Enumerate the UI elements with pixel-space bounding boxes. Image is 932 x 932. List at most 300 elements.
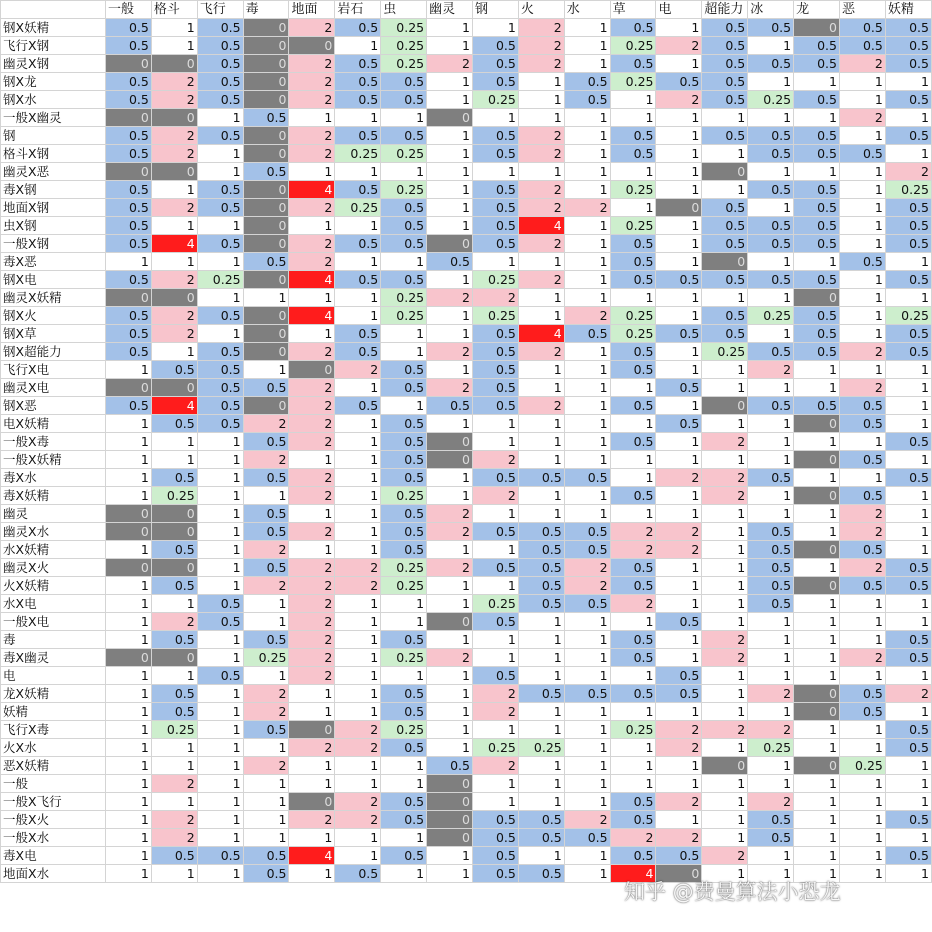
multiplier-cell: 0.5 (564, 595, 610, 613)
table-row (1, 667, 932, 685)
multiplier-cell: 0.5 (472, 361, 518, 379)
multiplier-cell: 2 (839, 559, 885, 577)
multiplier-cell: 0.5 (151, 415, 197, 433)
multiplier-cell: 0.5 (105, 271, 151, 289)
multiplier-cell: 0.5 (748, 235, 794, 253)
table-row (1, 469, 932, 487)
row-label: 钢 (1, 127, 106, 145)
multiplier-cell: 0.5 (794, 217, 840, 235)
multiplier-cell: 2 (518, 19, 564, 37)
multiplier-cell: 2 (610, 595, 656, 613)
multiplier-cell: 1 (702, 613, 748, 631)
multiplier-cell: 0.5 (748, 523, 794, 541)
row-label: 毒X电 (1, 847, 106, 865)
multiplier-cell: 1 (656, 559, 702, 577)
multiplier-cell: 1 (564, 271, 610, 289)
multiplier-cell: 0.5 (197, 343, 243, 361)
multiplier-cell: 2 (289, 613, 335, 631)
multiplier-cell: 0.5 (381, 451, 427, 469)
multiplier-cell: 0.5 (243, 721, 289, 739)
table-row (1, 199, 932, 217)
multiplier-cell: 1 (702, 541, 748, 559)
multiplier-cell: 1 (610, 613, 656, 631)
table-row (1, 451, 932, 469)
multiplier-cell: 0.5 (794, 307, 840, 325)
multiplier-cell: 1 (748, 847, 794, 865)
multiplier-cell: 0.5 (335, 127, 381, 145)
multiplier-cell: 2 (289, 19, 335, 37)
multiplier-cell: 1 (472, 775, 518, 793)
table-row (1, 505, 932, 523)
multiplier-cell: 1 (427, 487, 473, 505)
multiplier-cell: 1 (197, 865, 243, 883)
multiplier-cell: 0.5 (885, 433, 931, 451)
table-row (1, 361, 932, 379)
multiplier-cell: 1 (564, 739, 610, 757)
multiplier-cell: 2 (656, 739, 702, 757)
table-row (1, 811, 932, 829)
multiplier-cell: 1 (472, 433, 518, 451)
multiplier-cell: 2 (289, 469, 335, 487)
multiplier-cell: 1 (381, 865, 427, 883)
multiplier-cell: 1 (518, 793, 564, 811)
multiplier-cell: 2 (702, 469, 748, 487)
multiplier-cell: 0.25 (610, 73, 656, 91)
multiplier-cell: 1 (335, 523, 381, 541)
multiplier-cell: 2 (289, 55, 335, 73)
multiplier-cell: 2 (839, 343, 885, 361)
multiplier-cell: 1 (427, 595, 473, 613)
multiplier-cell: 2 (335, 361, 381, 379)
multiplier-cell: 0.5 (702, 235, 748, 253)
multiplier-cell: 1 (151, 19, 197, 37)
multiplier-cell: 1 (335, 289, 381, 307)
multiplier-cell: 1 (839, 667, 885, 685)
row-label: 水X妖精 (1, 541, 106, 559)
multiplier-cell: 2 (243, 541, 289, 559)
multiplier-cell: 2 (289, 433, 335, 451)
multiplier-cell: 1 (748, 865, 794, 883)
multiplier-cell: 1 (702, 289, 748, 307)
multiplier-cell: 1 (656, 343, 702, 361)
multiplier-cell: 1 (564, 361, 610, 379)
multiplier-cell: 0.25 (381, 487, 427, 505)
multiplier-cell: 1 (748, 667, 794, 685)
multiplier-cell: 1 (427, 721, 473, 739)
row-label: 幽灵X恶 (1, 163, 106, 181)
multiplier-cell: 0.5 (518, 865, 564, 883)
multiplier-cell: 1 (794, 559, 840, 577)
multiplier-cell: 2 (656, 37, 702, 55)
multiplier-cell: 1 (564, 109, 610, 127)
multiplier-cell: 1 (839, 793, 885, 811)
multiplier-cell: 0.5 (151, 361, 197, 379)
multiplier-cell: 1 (610, 379, 656, 397)
table-row (1, 73, 932, 91)
multiplier-cell: 0 (105, 379, 151, 397)
multiplier-cell: 1 (381, 163, 427, 181)
multiplier-cell: 1 (518, 415, 564, 433)
multiplier-cell: 0.5 (197, 19, 243, 37)
multiplier-cell: 1 (885, 109, 931, 127)
multiplier-cell: 1 (381, 253, 427, 271)
multiplier-cell: 0.5 (381, 703, 427, 721)
multiplier-cell: 2 (472, 289, 518, 307)
multiplier-cell: 0.5 (702, 55, 748, 73)
multiplier-cell: 0.5 (381, 433, 427, 451)
multiplier-cell: 0.5 (748, 559, 794, 577)
multiplier-cell: 0 (289, 361, 335, 379)
multiplier-cell: 1 (472, 721, 518, 739)
column-header: 冰 (748, 1, 794, 19)
multiplier-cell: 0.5 (335, 865, 381, 883)
row-label: 幽灵X电 (1, 379, 106, 397)
multiplier-cell: 1 (885, 523, 931, 541)
multiplier-cell: 0.5 (472, 667, 518, 685)
multiplier-cell: 1 (472, 505, 518, 523)
multiplier-cell: 0 (702, 253, 748, 271)
multiplier-cell: 1 (427, 271, 473, 289)
multiplier-cell: 1 (335, 757, 381, 775)
multiplier-cell: 2 (151, 307, 197, 325)
multiplier-cell: 1 (518, 379, 564, 397)
multiplier-cell: 0.5 (243, 865, 289, 883)
multiplier-cell: 0.5 (381, 217, 427, 235)
multiplier-cell: 2 (243, 415, 289, 433)
multiplier-cell: 1 (289, 703, 335, 721)
multiplier-cell: 0.25 (381, 559, 427, 577)
multiplier-cell: 1 (794, 379, 840, 397)
table-row (1, 739, 932, 757)
multiplier-cell: 2 (472, 451, 518, 469)
multiplier-cell: 1 (794, 865, 840, 883)
table-row (1, 253, 932, 271)
multiplier-cell: 0.5 (885, 649, 931, 667)
multiplier-cell: 1 (518, 613, 564, 631)
multiplier-cell: 2 (656, 721, 702, 739)
multiplier-cell: 0.5 (885, 343, 931, 361)
multiplier-cell: 1 (427, 37, 473, 55)
multiplier-cell: 1 (289, 217, 335, 235)
multiplier-cell: 1 (472, 163, 518, 181)
multiplier-cell: 1 (518, 307, 564, 325)
multiplier-cell: 2 (702, 721, 748, 739)
multiplier-cell: 0.5 (885, 739, 931, 757)
multiplier-cell: 0.5 (197, 73, 243, 91)
multiplier-cell: 1 (656, 649, 702, 667)
multiplier-cell: 1 (335, 109, 381, 127)
multiplier-cell: 1 (518, 775, 564, 793)
multiplier-cell: 2 (289, 343, 335, 361)
multiplier-cell: 0.5 (794, 325, 840, 343)
multiplier-cell: 1 (105, 847, 151, 865)
multiplier-cell: 1 (564, 865, 610, 883)
multiplier-cell: 1 (656, 577, 702, 595)
multiplier-cell: 0.25 (610, 307, 656, 325)
multiplier-cell: 0.5 (610, 487, 656, 505)
multiplier-cell: 0.5 (105, 199, 151, 217)
multiplier-cell: 1 (289, 775, 335, 793)
multiplier-cell: 1 (610, 757, 656, 775)
multiplier-cell: 0 (243, 127, 289, 145)
multiplier-cell: 0.5 (197, 397, 243, 415)
multiplier-cell: 0.5 (197, 181, 243, 199)
table-row (1, 379, 932, 397)
multiplier-cell: 0 (794, 19, 840, 37)
column-header: 草 (610, 1, 656, 19)
multiplier-cell: 1 (564, 775, 610, 793)
multiplier-cell: 1 (335, 631, 381, 649)
multiplier-cell: 0.5 (472, 37, 518, 55)
multiplier-cell: 1 (197, 433, 243, 451)
multiplier-cell: 1 (105, 361, 151, 379)
multiplier-cell: 1 (105, 433, 151, 451)
multiplier-cell: 1 (885, 613, 931, 631)
table-row (1, 829, 932, 847)
multiplier-cell: 0.5 (381, 91, 427, 109)
multiplier-cell: 0 (151, 649, 197, 667)
multiplier-cell: 0.25 (381, 649, 427, 667)
table-row (1, 163, 932, 181)
multiplier-cell: 1 (748, 775, 794, 793)
multiplier-cell: 0.5 (610, 271, 656, 289)
multiplier-cell: 1 (794, 721, 840, 739)
multiplier-cell: 0.5 (197, 307, 243, 325)
multiplier-cell: 4 (289, 307, 335, 325)
multiplier-cell: 0 (794, 289, 840, 307)
multiplier-cell: 0.5 (656, 685, 702, 703)
multiplier-cell: 0 (427, 829, 473, 847)
multiplier-cell: 0.5 (105, 145, 151, 163)
multiplier-cell: 0.5 (702, 325, 748, 343)
multiplier-cell: 2 (748, 721, 794, 739)
multiplier-cell: 1 (748, 163, 794, 181)
multiplier-cell: 0.5 (472, 469, 518, 487)
multiplier-cell: 0.5 (381, 811, 427, 829)
multiplier-cell: 0.5 (243, 559, 289, 577)
multiplier-cell: 0 (151, 109, 197, 127)
multiplier-cell: 1 (335, 217, 381, 235)
multiplier-cell: 1 (748, 253, 794, 271)
multiplier-cell: 1 (794, 433, 840, 451)
multiplier-cell: 0.5 (794, 37, 840, 55)
multiplier-cell: 1 (564, 847, 610, 865)
multiplier-cell: 1 (427, 541, 473, 559)
multiplier-cell: 0 (105, 163, 151, 181)
multiplier-cell: 2 (243, 685, 289, 703)
multiplier-cell: 2 (427, 523, 473, 541)
multiplier-cell: 0.5 (702, 217, 748, 235)
multiplier-cell: 1 (702, 559, 748, 577)
multiplier-cell: 1 (197, 775, 243, 793)
multiplier-cell: 0 (105, 55, 151, 73)
row-label: 毒X恶 (1, 253, 106, 271)
multiplier-cell: 1 (518, 649, 564, 667)
multiplier-cell: 1 (610, 289, 656, 307)
multiplier-cell: 2 (839, 505, 885, 523)
multiplier-cell: 0.25 (885, 181, 931, 199)
multiplier-cell: 0.5 (472, 811, 518, 829)
multiplier-cell: 1 (794, 109, 840, 127)
multiplier-cell: 1 (794, 739, 840, 757)
multiplier-cell: 2 (472, 757, 518, 775)
multiplier-cell: 0.5 (564, 685, 610, 703)
multiplier-cell: 0.5 (885, 577, 931, 595)
multiplier-cell: 0.25 (381, 577, 427, 595)
multiplier-cell: 1 (656, 19, 702, 37)
multiplier-cell: 0.5 (564, 829, 610, 847)
multiplier-cell: 1 (335, 433, 381, 451)
multiplier-cell: 0 (289, 721, 335, 739)
multiplier-cell: 0 (794, 703, 840, 721)
multiplier-cell: 1 (518, 433, 564, 451)
multiplier-cell: 0.5 (885, 469, 931, 487)
multiplier-cell: 0.5 (472, 343, 518, 361)
multiplier-cell: 1 (335, 37, 381, 55)
multiplier-cell: 0.25 (151, 487, 197, 505)
multiplier-cell: 0 (427, 433, 473, 451)
multiplier-cell: 1 (656, 595, 702, 613)
multiplier-cell: 0 (243, 235, 289, 253)
multiplier-cell: 1 (518, 505, 564, 523)
multiplier-cell: 1 (105, 667, 151, 685)
multiplier-cell: 1 (656, 451, 702, 469)
multiplier-cell: 2 (151, 325, 197, 343)
multiplier-cell: 1 (335, 451, 381, 469)
multiplier-cell: 1 (243, 595, 289, 613)
multiplier-cell: 1 (381, 667, 427, 685)
table-row (1, 109, 932, 127)
multiplier-cell: 1 (518, 721, 564, 739)
multiplier-cell: 0 (427, 811, 473, 829)
multiplier-cell: 0.5 (381, 235, 427, 253)
multiplier-cell: 1 (656, 307, 702, 325)
multiplier-cell: 1 (656, 127, 702, 145)
multiplier-cell: 2 (564, 307, 610, 325)
multiplier-cell: 1 (656, 505, 702, 523)
multiplier-cell: 0.25 (472, 307, 518, 325)
multiplier-cell: 0.25 (335, 199, 381, 217)
multiplier-cell: 1 (748, 433, 794, 451)
multiplier-cell: 0.5 (656, 271, 702, 289)
multiplier-cell: 0.5 (335, 271, 381, 289)
multiplier-cell: 2 (427, 559, 473, 577)
multiplier-cell: 1 (427, 415, 473, 433)
multiplier-cell: 0.25 (381, 721, 427, 739)
multiplier-cell: 1 (289, 757, 335, 775)
multiplier-cell: 0 (151, 163, 197, 181)
table-row (1, 703, 932, 721)
multiplier-cell: 1 (748, 73, 794, 91)
table-row (1, 415, 932, 433)
multiplier-cell: 1 (748, 487, 794, 505)
multiplier-cell: 1 (564, 37, 610, 55)
multiplier-cell: 2 (151, 73, 197, 91)
multiplier-cell: 0.5 (702, 91, 748, 109)
multiplier-cell: 2 (289, 667, 335, 685)
multiplier-cell: 0.5 (472, 127, 518, 145)
multiplier-cell: 0.5 (564, 541, 610, 559)
multiplier-cell: 0 (243, 19, 289, 37)
table-row (1, 433, 932, 451)
multiplier-cell: 1 (427, 307, 473, 325)
multiplier-cell: 0.5 (151, 541, 197, 559)
multiplier-cell: 1 (518, 487, 564, 505)
multiplier-cell: 1 (105, 775, 151, 793)
table-row (1, 37, 932, 55)
multiplier-cell: 2 (151, 613, 197, 631)
row-label: 钢X妖精 (1, 19, 106, 37)
multiplier-cell: 0 (105, 289, 151, 307)
corner-cell (1, 1, 106, 19)
table-row (1, 217, 932, 235)
multiplier-cell: 1 (748, 451, 794, 469)
multiplier-cell: 1 (839, 613, 885, 631)
multiplier-cell: 1 (610, 163, 656, 181)
multiplier-cell: 1 (105, 793, 151, 811)
table-row (1, 145, 932, 163)
multiplier-cell: 1 (839, 199, 885, 217)
table-row (1, 685, 932, 703)
multiplier-cell: 0.5 (151, 577, 197, 595)
multiplier-cell: 1 (427, 19, 473, 37)
multiplier-cell: 0 (243, 343, 289, 361)
table-row (1, 631, 932, 649)
multiplier-cell: 0.5 (472, 235, 518, 253)
multiplier-cell: 0.5 (610, 397, 656, 415)
multiplier-cell: 1 (564, 757, 610, 775)
multiplier-cell: 2 (518, 235, 564, 253)
multiplier-cell: 1 (610, 667, 656, 685)
row-label: 妖精 (1, 703, 106, 721)
multiplier-cell: 0.5 (748, 397, 794, 415)
multiplier-cell: 0.5 (518, 541, 564, 559)
multiplier-cell: 2 (656, 541, 702, 559)
multiplier-cell: 0.5 (381, 271, 427, 289)
multiplier-cell: 1 (427, 631, 473, 649)
multiplier-cell: 1 (564, 181, 610, 199)
multiplier-cell: 1 (839, 739, 885, 757)
multiplier-cell: 2 (427, 649, 473, 667)
multiplier-cell: 1 (335, 379, 381, 397)
multiplier-cell: 0.5 (335, 55, 381, 73)
multiplier-cell: 1 (381, 397, 427, 415)
multiplier-cell: 0.5 (381, 739, 427, 757)
table-row (1, 523, 932, 541)
multiplier-cell: 0.5 (105, 181, 151, 199)
row-label: 飞行X电 (1, 361, 106, 379)
multiplier-cell: 0.5 (656, 379, 702, 397)
row-label: 火X水 (1, 739, 106, 757)
multiplier-cell: 1 (289, 163, 335, 181)
multiplier-cell: 1 (243, 739, 289, 757)
row-label: 电 (1, 667, 106, 685)
multiplier-cell: 0.5 (105, 343, 151, 361)
row-label: 幽灵X钢 (1, 55, 106, 73)
multiplier-cell: 1 (885, 397, 931, 415)
multiplier-cell: 1 (381, 343, 427, 361)
multiplier-cell: 0 (427, 451, 473, 469)
column-header: 钢 (472, 1, 518, 19)
multiplier-cell: 0.5 (518, 811, 564, 829)
row-label: 地面X钢 (1, 199, 106, 217)
multiplier-cell: 0.5 (610, 145, 656, 163)
multiplier-cell: 1 (105, 739, 151, 757)
multiplier-cell: 1 (197, 505, 243, 523)
multiplier-cell: 0.5 (610, 361, 656, 379)
multiplier-cell: 1 (885, 253, 931, 271)
row-label: 毒 (1, 631, 106, 649)
